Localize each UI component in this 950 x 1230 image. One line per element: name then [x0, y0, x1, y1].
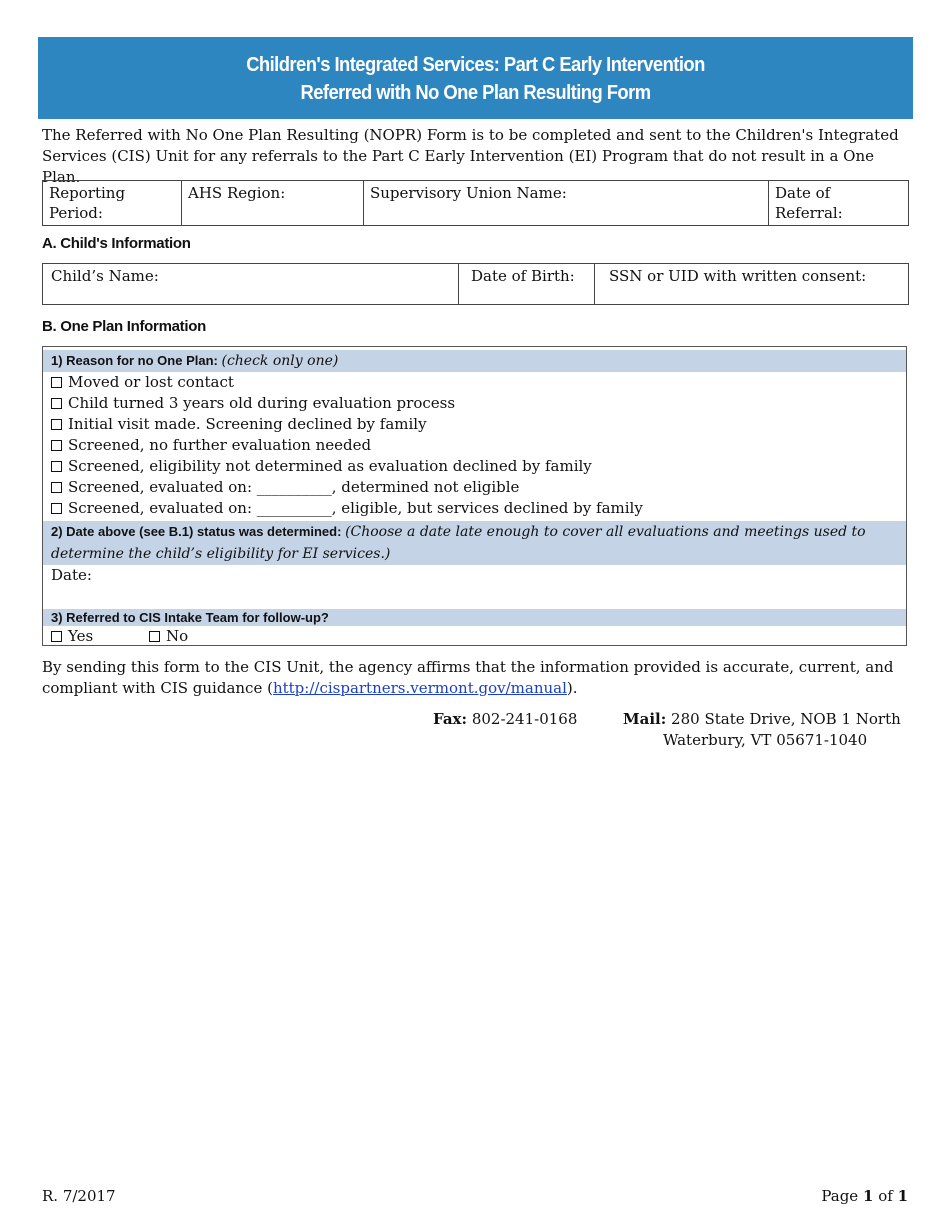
yes-checkbox-icon[interactable] — [51, 631, 62, 642]
q1-option[interactable] — [43, 393, 906, 414]
q1-option-label: Initial visit made. Screening declined by family — [68, 415, 427, 433]
q1-option-label: Moved or lost contact — [68, 373, 234, 391]
section-a-title: A. Child's Information — [42, 235, 191, 252]
q1-option[interactable] — [43, 477, 906, 498]
checkbox-icon[interactable] — [51, 419, 62, 430]
ahs-region-label: AHS Region: — [188, 184, 286, 202]
q1-option[interactable] — [43, 498, 906, 519]
mail-info — [623, 709, 901, 751]
ahs-region-field[interactable] — [182, 181, 364, 226]
q2-label: 2) Date above (see B.1) status was determined: — [51, 524, 342, 539]
date-of-referral-field[interactable] — [769, 181, 909, 226]
q1-option-label: Screened, evaluated on: __________, determined not eligible — [68, 478, 520, 496]
q1-option[interactable] — [43, 414, 906, 435]
supervisory-union-label: Supervisory Union Name: — [370, 184, 567, 202]
reporting-period-label: Reporting Period: — [49, 184, 126, 222]
form-header — [38, 37, 913, 119]
form-title-line2: Referred with No One Plan Resulting Form — [300, 82, 651, 104]
reporting-fields-table — [42, 180, 909, 226]
page-number — [821, 1187, 908, 1205]
affirmation-statement — [42, 657, 910, 699]
ssn-label: SSN or UID with written consent: — [609, 267, 867, 285]
checkbox-icon[interactable] — [51, 440, 62, 451]
revision-label: R. 7/2017 — [42, 1187, 116, 1205]
date-field[interactable] — [43, 565, 906, 609]
checkbox-icon[interactable] — [51, 398, 62, 409]
mail-address-line2: Waterbury, VT 05671-1040 — [663, 731, 868, 749]
fax-number: 802-241-0168 — [471, 710, 578, 728]
q3-header — [43, 609, 906, 626]
date-of-birth-field[interactable] — [459, 264, 595, 305]
page-total: 1 — [897, 1187, 908, 1205]
child-name-field[interactable] — [43, 264, 459, 305]
cis-manual-link[interactable]: http://cispartners.vermont.gov/manual — [272, 679, 567, 697]
q1-option[interactable] — [43, 435, 906, 456]
page-of: of — [878, 1187, 893, 1205]
checkbox-icon[interactable] — [51, 461, 62, 472]
q1-option-label: Screened, eligibility not determined as evaluation declined by family — [68, 457, 592, 475]
statement-end: ). — [566, 679, 578, 697]
q1-option-label: Screened, no further evaluation needed — [68, 436, 372, 454]
q2-hint: (Choose a date late enough to cover all evaluations and meetings used to determine the child’s eligibility for EI services.) — [51, 524, 866, 562]
q1-hint: (check only one) — [221, 353, 339, 369]
fax-label: Fax: — [433, 710, 468, 728]
child-name-label: Child’s Name: — [51, 267, 159, 285]
date-label: Date: — [51, 566, 92, 584]
supervisory-union-field[interactable] — [364, 181, 769, 226]
mail-address-line1: 280 State Drive, NOB 1 North — [671, 710, 901, 728]
one-plan-box — [42, 346, 907, 646]
q1-label: 1) Reason for no One Plan: — [51, 353, 218, 368]
form-title-line1: Children's Integrated Services: Part C Early Intervention — [246, 54, 705, 76]
yes-label: Yes — [68, 627, 94, 645]
reporting-period-field[interactable] — [43, 181, 182, 226]
q2-header — [43, 521, 906, 565]
statement-text: By sending this form to the CIS Unit, the agency affirms that the information provided is accurate, current, and compliant with CIS guidance ( — [42, 658, 894, 697]
page-prefix: Page — [821, 1187, 859, 1205]
date-of-referral-label: Date of Referral: — [775, 184, 843, 222]
page-current: 1 — [862, 1187, 874, 1205]
q3-options — [43, 626, 906, 647]
checkbox-icon[interactable] — [51, 503, 62, 514]
no-label: No — [166, 627, 189, 645]
intro-paragraph: The Referred with No One Plan Resulting (NOPR) Form is to be completed and sent to the Children's Integrated Services (CIS) Unit for any referrals to the Part C Early Intervention (EI) Program that do not result in a One Plan. — [42, 126, 899, 186]
no-checkbox-icon[interactable] — [149, 631, 160, 642]
mail-label: Mail: — [623, 710, 667, 728]
q1-option-label: Screened, evaluated on: __________, eligible, but services declined by family — [68, 499, 643, 517]
fax-info — [433, 709, 577, 730]
q1-option-label: Child turned 3 years old during evaluation process — [68, 394, 456, 412]
ssn-field[interactable] — [595, 264, 909, 305]
q1-option[interactable] — [43, 372, 906, 393]
checkbox-icon[interactable] — [51, 377, 62, 388]
section-b-title: B. One Plan Information — [42, 318, 206, 335]
date-of-birth-label: Date of Birth: — [471, 267, 575, 285]
child-info-table — [42, 263, 909, 305]
q1-option[interactable] — [43, 456, 906, 477]
q3-label: 3) Referred to CIS Intake Team for follow-up? — [51, 610, 329, 625]
q1-header — [43, 350, 906, 372]
checkbox-icon[interactable] — [51, 482, 62, 493]
